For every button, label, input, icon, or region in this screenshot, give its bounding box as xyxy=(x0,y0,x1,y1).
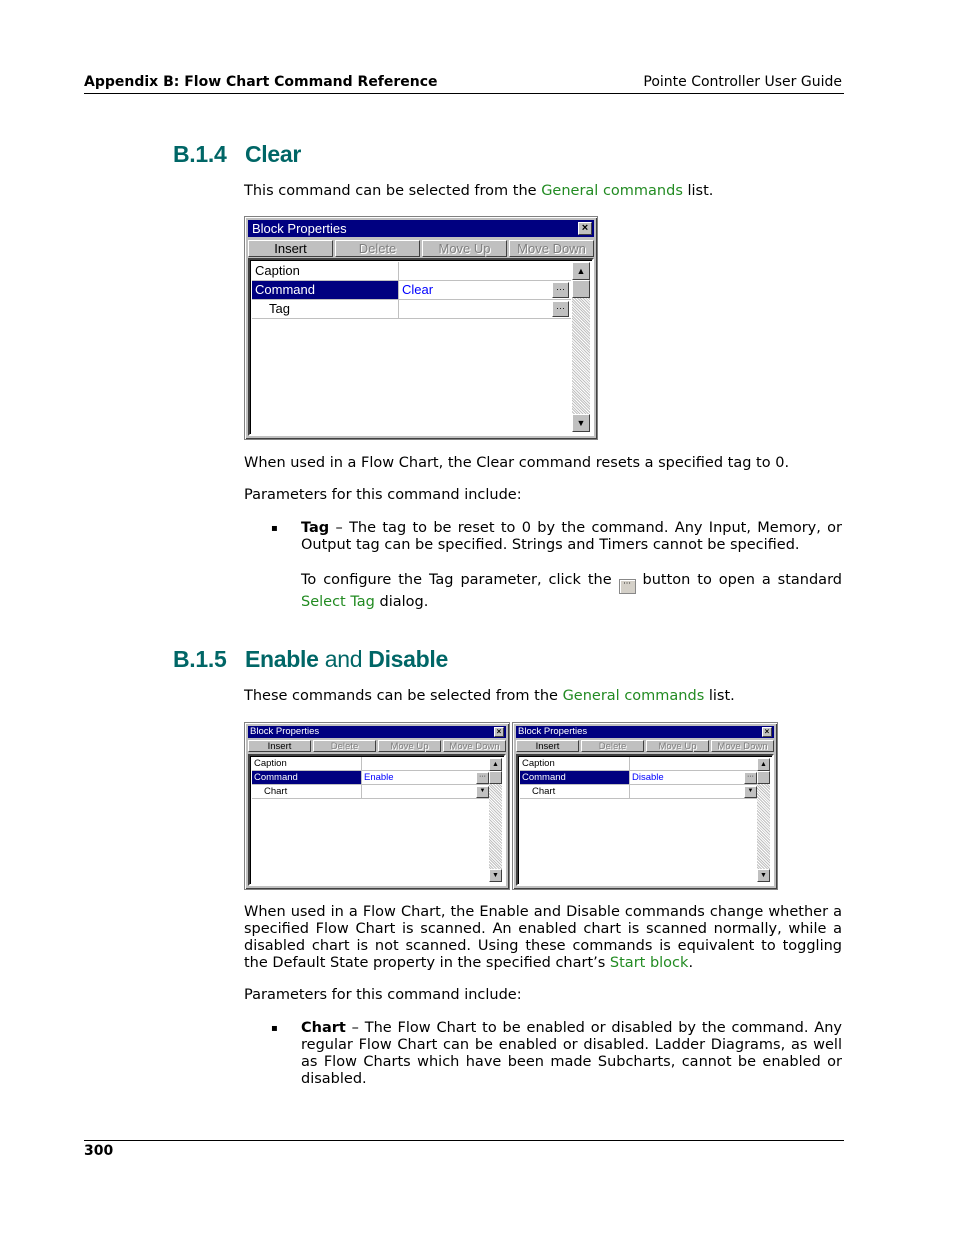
header-guide-title: Pointe Controller User Guide xyxy=(643,74,842,90)
section-number: B.1.5 xyxy=(173,646,227,672)
section-title-and: and xyxy=(318,646,369,672)
section-heading-clear xyxy=(173,141,301,168)
scroll-thumb[interactable] xyxy=(757,771,770,784)
dialog-titlebar xyxy=(248,220,594,237)
property-row-chart[interactable] xyxy=(252,785,490,799)
config-text-mid: button to open a standard xyxy=(635,572,842,588)
config-instructions xyxy=(301,572,842,611)
intro-paragraph xyxy=(244,183,842,200)
property-value-cell[interactable] xyxy=(630,771,758,784)
desc-text-end: . xyxy=(688,955,694,971)
property-row-caption[interactable] xyxy=(252,757,490,771)
param-name: Chart xyxy=(301,1020,346,1036)
property-name: Command xyxy=(520,771,630,784)
dialog-toolbar xyxy=(516,740,774,752)
general-commands-link[interactable]: General commands xyxy=(562,688,705,704)
property-name: Tag xyxy=(252,300,399,318)
ellipsis-button[interactable]: ··· xyxy=(552,301,569,317)
insert-button[interactable]: Insert xyxy=(248,740,311,752)
block-properties-dialog-disable xyxy=(512,722,778,890)
move-up-button[interactable]: Move Up xyxy=(646,740,709,752)
scroll-up-icon[interactable]: ▲ xyxy=(757,758,770,771)
ellipsis-button[interactable]: ··· xyxy=(552,282,569,298)
property-name: Chart xyxy=(252,785,362,798)
param-name: Tag xyxy=(301,520,330,536)
property-value[interactable] xyxy=(630,757,758,770)
block-properties-dialog xyxy=(244,216,598,440)
scroll-down-icon[interactable]: ▼ xyxy=(757,869,770,882)
dialog-title: Block Properties xyxy=(518,726,588,737)
property-value-cell[interactable] xyxy=(399,300,571,318)
close-icon[interactable]: × xyxy=(578,222,592,235)
close-icon[interactable]: × xyxy=(494,727,504,737)
vertical-scrollbar[interactable] xyxy=(757,758,770,882)
close-icon[interactable]: × xyxy=(762,727,772,737)
enable-disable-description xyxy=(244,904,842,972)
intro-text: These commands can be selected from the xyxy=(244,688,563,704)
property-grid xyxy=(248,754,506,886)
section-title-disable: Disable xyxy=(368,646,448,672)
scroll-down-icon[interactable]: ▼ xyxy=(489,869,502,882)
ellipsis-icon: ··· xyxy=(619,579,636,594)
scroll-up-icon[interactable]: ▲ xyxy=(572,262,590,280)
property-row-tag[interactable] xyxy=(252,300,571,319)
scroll-thumb[interactable] xyxy=(572,280,590,298)
section-heading-enable-disable xyxy=(173,646,448,673)
clear-description: When used in a Flow Chart, the Clear command resets a specified tag to 0. xyxy=(244,455,790,471)
param-chart-description xyxy=(301,1020,842,1088)
dialog-title: Block Properties xyxy=(250,726,320,737)
section-title: Clear xyxy=(245,141,302,167)
config-text: To configure the Tag parameter, click the xyxy=(301,572,619,588)
property-name: Caption xyxy=(252,757,362,770)
page-number: 300 xyxy=(84,1143,114,1159)
footer-rule xyxy=(84,1140,844,1141)
property-name: Command xyxy=(252,771,362,784)
move-down-button[interactable]: Move Down xyxy=(711,740,774,752)
property-row-command[interactable] xyxy=(252,281,571,300)
property-value: Clear xyxy=(402,282,434,297)
scroll-down-icon[interactable]: ▼ xyxy=(572,414,590,432)
param-text: – The tag to be reset to 0 by the command. Any Input, Memory, or Output tag can be specified. Strings and Timers cannot be specified. xyxy=(301,520,842,553)
dialog-toolbar xyxy=(248,740,506,752)
move-up-button[interactable]: Move Up xyxy=(378,740,441,752)
intro-paragraph-2 xyxy=(244,688,842,705)
ellipsis-button[interactable]: ··· xyxy=(476,772,489,784)
insert-button[interactable]: Insert xyxy=(516,740,579,752)
param-tag-description xyxy=(301,520,842,554)
header-section-title: Appendix B: Flow Chart Command Reference xyxy=(84,74,438,90)
params-intro: Parameters for this command include: xyxy=(244,487,522,503)
move-down-button[interactable]: Move Down xyxy=(443,740,506,752)
ellipsis-button[interactable]: ··· xyxy=(744,772,757,784)
delete-button[interactable]: Delete xyxy=(581,740,644,752)
bullet-icon: ▪ xyxy=(271,1023,278,1034)
section-title-enable: Enable xyxy=(245,646,319,672)
property-value: Disable xyxy=(632,772,664,783)
delete-button[interactable]: Delete xyxy=(335,240,420,257)
chevron-down-icon[interactable]: ▼ xyxy=(744,786,757,798)
chevron-down-icon[interactable]: ▼ xyxy=(476,786,489,798)
vertical-scrollbar[interactable] xyxy=(572,262,590,432)
property-value-cell[interactable] xyxy=(399,281,571,299)
section-number: B.1.4 xyxy=(173,141,227,167)
property-value-cell[interactable] xyxy=(362,771,490,784)
property-value-cell[interactable] xyxy=(630,785,758,798)
property-name: Caption xyxy=(520,757,630,770)
select-tag-link[interactable]: Select Tag xyxy=(301,594,375,610)
dialog-titlebar xyxy=(248,726,506,738)
vertical-scrollbar[interactable] xyxy=(489,758,502,882)
property-name: Caption xyxy=(252,262,399,280)
property-grid xyxy=(516,754,774,886)
intro-text-end: list. xyxy=(704,688,735,704)
property-row-command[interactable] xyxy=(252,771,490,785)
property-row-caption[interactable] xyxy=(252,262,571,281)
block-properties-dialog-enable xyxy=(244,722,510,890)
property-value[interactable] xyxy=(362,757,490,770)
header-rule xyxy=(84,93,844,94)
scroll-up-icon[interactable]: ▲ xyxy=(489,758,502,771)
dialog-titlebar xyxy=(516,726,774,738)
param-text: – The Flow Chart to be enabled or disabled by the command. Any regular Flow Chart can be enabled or disabled. Ladder Diagrams, as well as Flow Charts which have been made Subcharts, cannot be enabled or disabled. xyxy=(301,1020,842,1087)
property-grid xyxy=(248,258,594,436)
desc-text: When used in a Flow Chart, the Enable and Disable commands change whether a specified Flow Chart is scanned. An enabled chart is scanned normally, while a disabled chart is not scanned. Using these commands is equivalent to toggling the Default State property in the specified chart’s xyxy=(244,904,842,971)
property-name: Chart xyxy=(520,785,630,798)
config-text-end: dialog. xyxy=(374,594,429,610)
move-up-button[interactable]: Move Up xyxy=(422,240,507,257)
insert-button[interactable]: Insert xyxy=(248,240,333,257)
move-down-button[interactable]: Move Down xyxy=(509,240,594,257)
property-row-chart[interactable] xyxy=(520,785,758,799)
dialog-title: Block Properties xyxy=(252,221,347,236)
start-block-link[interactable]: Start block xyxy=(609,955,689,971)
intro-text: This command can be selected from the xyxy=(244,183,542,199)
params-intro-2: Parameters for this command include: xyxy=(244,987,522,1003)
scroll-thumb[interactable] xyxy=(489,771,502,784)
property-value[interactable] xyxy=(399,262,571,280)
property-row-caption[interactable] xyxy=(520,757,758,771)
property-value: Enable xyxy=(364,772,394,783)
property-value-cell[interactable] xyxy=(362,785,490,798)
delete-button[interactable]: Delete xyxy=(313,740,376,752)
intro-text-end: list. xyxy=(682,183,714,199)
property-name: Command xyxy=(252,281,399,299)
general-commands-link[interactable]: General commands xyxy=(541,183,683,199)
property-row-command[interactable] xyxy=(520,771,758,785)
bullet-icon: ▪ xyxy=(271,523,278,534)
dialog-toolbar xyxy=(248,240,594,257)
